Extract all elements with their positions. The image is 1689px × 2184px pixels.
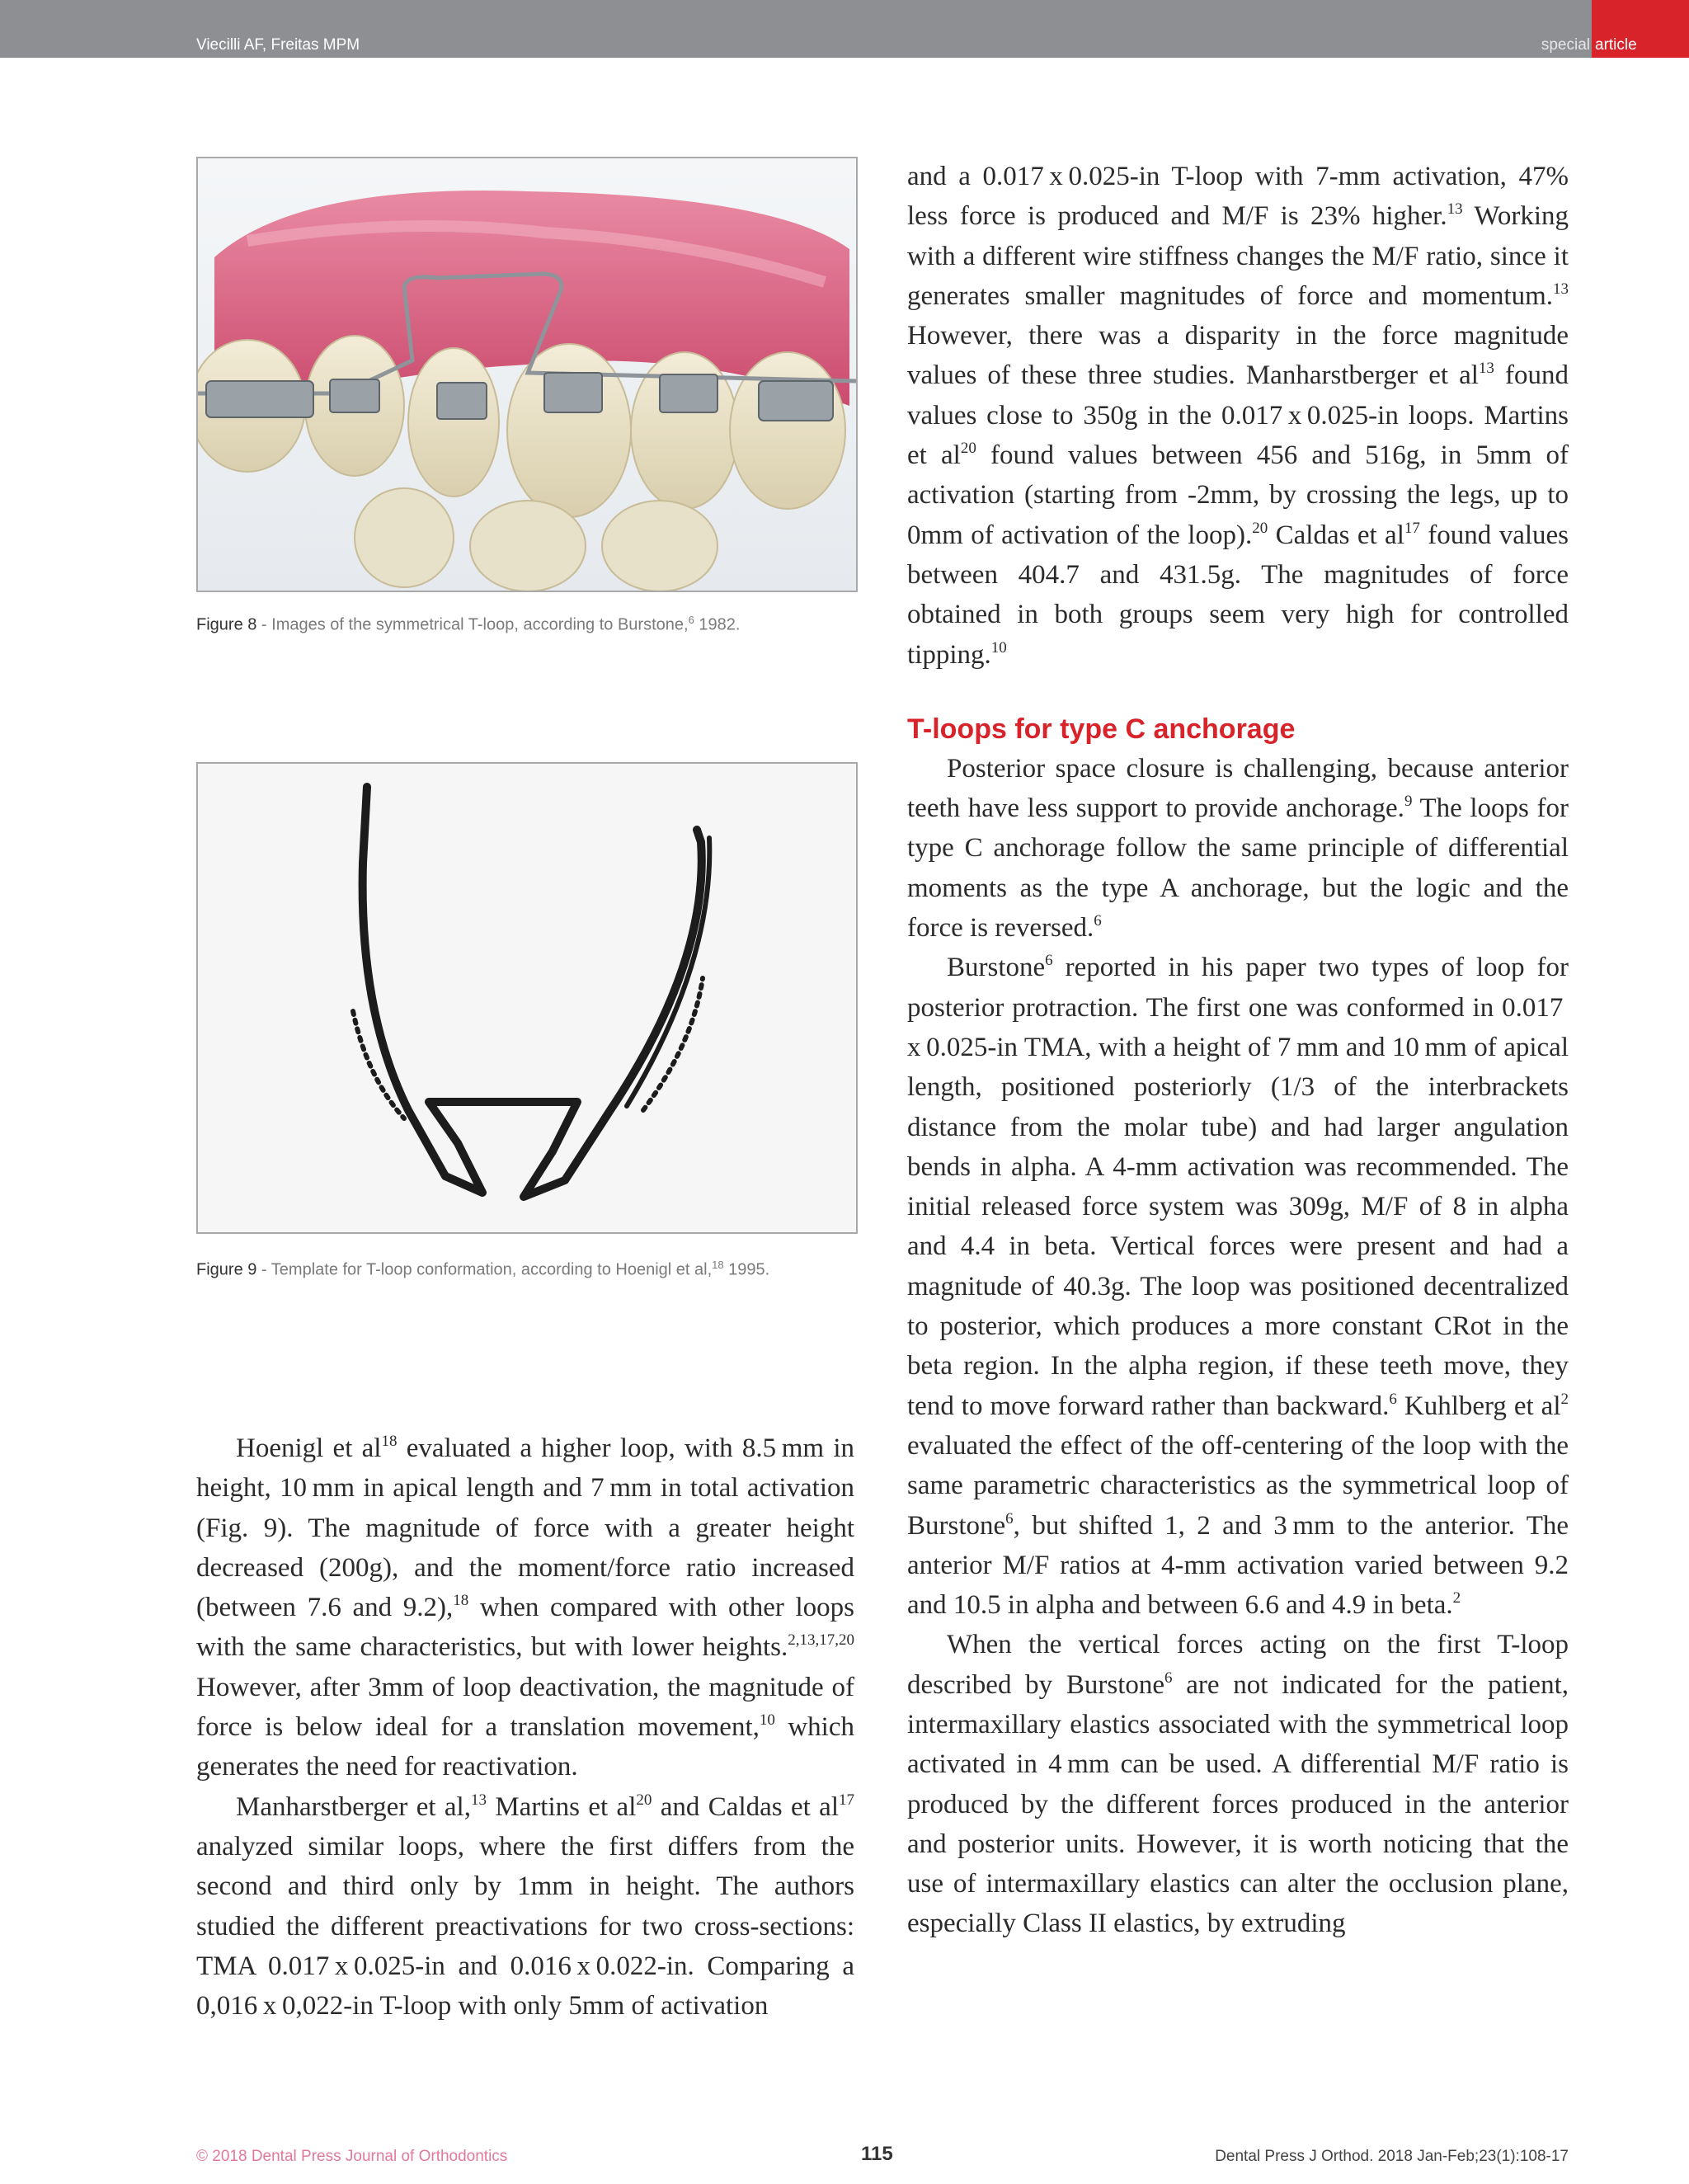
right-column-text: [907, 157, 1569, 1944]
paragraph: When the vertical forces acting on the first T-loop described by Burstone$^6$ are not indicated for the patient, intermaxillary elastics associated with the symmetrical loop activated in 4 mm can be used. A differential M/F ratio is produced by the different forces produced in the anterior and posterior units. However, it is worth noticing that the use of intermaxillary elastics can alter the occlusion plane, especially Class II elastics, by extruding: [907, 1630, 1569, 1939]
footer-copyright: © 2018 Dental Press Journal of Orthodontics: [196, 2148, 508, 2165]
citation-ref: 13: [1553, 280, 1569, 298]
section-tag-special: special: [1541, 36, 1590, 54]
citation-ref: 10: [990, 638, 1007, 657]
figure-9-image: [196, 762, 858, 1234]
citation-ref: 2: [1560, 1390, 1569, 1408]
citation-ref: 18: [453, 1592, 469, 1610]
figure-9-caption: Figure 9 - Template for T-loop conformation, according to Hoenigl et al,$^{18}$ 1995.: [196, 1259, 770, 1279]
figure-8-label: Figure 8: [196, 615, 257, 634]
figure-8-caption: Figure 8 - Images of the symmetrical T-loop, according to Burstone,$^6$ 1982.: [196, 614, 741, 634]
running-header: [0, 0, 1689, 58]
t-loop-template-illustration: [198, 764, 856, 1232]
section-tag-article-box: [1592, 0, 1689, 58]
left-column-text: [196, 1429, 854, 2026]
citation-ref: 20: [636, 1791, 652, 1809]
citation-ref: 9: [1404, 793, 1413, 811]
citation-ref: 13: [1478, 360, 1494, 378]
paragraph: and a 0.017 x 0.025-in T-loop with 7-mm activation, 47% less force is produced and M/F is 23% higher.$^{13}$ Working with a different wire stiffness changes the M/F ratio, since it generates smaller magnitudes of force and momentum.$^{13}$ However, there was a disparity in the force magnitude values of these three studies. Manharstberger et $al^{13}$ found values close to 350g in the 0.017 x 0.025-in loops. Martins et $al^{20}$ found values between 456 and 516g, in 5mm of activation (starting from -2mm, by crossing the legs, up to 0mm of activation of the loop).$^{20}$ Caldas et $al^{17}$ found values between 404.7 and 431.5g. The magnitudes of force obtained in both groups seem very high for controlled tipping.$^{10}$: [907, 162, 1569, 670]
paragraph: Hoenigl et $al^{18}$ evaluated a higher loop, with 8.5 mm in height, 10 mm in apical length and 7 mm in total activation (Fig. 9). The magnitude of force with a greater height decreased (200g), and the moment/force ratio increased (between 7.6 and 9.2),$^{18}$ when compared with other loops with the same characteristics, but with lower heights.$^{2,13,17,20}$ However, after 3mm of loop deactivation, the magnitude of force is below ideal for a translation movement,$^{10}$ which generates the need for reactivation.: [196, 1433, 855, 1782]
section-tag-article: article: [1595, 36, 1637, 54]
citation-ref: 17: [839, 1791, 854, 1809]
citation-ref: 13: [470, 1791, 487, 1809]
header-authors: Viecilli AF, Freitas MPM: [196, 36, 360, 54]
citation-ref: 6: [1094, 912, 1102, 930]
page-number: 115: [861, 2143, 893, 2165]
citation-ref: 20: [960, 440, 976, 458]
t-loop-dental-model-illustration: [198, 158, 856, 591]
citation-ref: 13: [1447, 200, 1463, 219]
citation-ref: 6: [1045, 952, 1053, 970]
citation-ref: 6: [1164, 1669, 1173, 1687]
section-tag: [1516, 0, 1689, 58]
paragraph: Burstone$^6$ reported in his paper two types of loop for posterior protraction. The first one was conformed in 0.017 x 0.025-in TMA, with a height of 7 mm and 10 mm of apical length, positioned posteriorly (1/3 of the interbrackets distance from the molar tube) and had larger angulation bends in alpha. A 4-mm activation was recommended. The initial released force system was 309g, M/F of 8 in alpha and 4.4 in beta. Vertical forces were present and had a magnitude of 40.3g. The loop was positioned decentralized to posterior, which produces a more constant CRot in the beta region. In the alpha region, if these teeth move, they tend to move forward rather than backward.$^6$ Kuhlberg et $al^2$ evaluated the effect of the off-centering of the loop with the same parametric characteristics as the symmetrical loop of Burstone$^6$, but shifted 1, 2 and 3 mm to the anterior. The anterior M/F ratios at 4-mm activation varied between 9.2 and 10.5 in alpha and between 6.6 and 4.9 in beta.$^2$: [907, 952, 1569, 1621]
citation-ref: 10: [759, 1711, 775, 1730]
citation-ref: 2: [1452, 1589, 1461, 1607]
figure-9-label: Figure 9: [196, 1260, 257, 1279]
citation-ref: 18: [381, 1433, 398, 1450]
paragraph: Posterior space closure is challenging, because anterior teeth have less support to provide anchorage.$^9$ The loops for type C anchorage follow the same principle of differential moments as the type A anchorage, but the logic and the force is reversed.$^6$: [907, 753, 1569, 944]
paragraph: Manharstberger et al,$^{13}$ Martins et $al^{20}$ and Caldas et $al^{17}$ analyzed similar loops, where the first differs from the second and third only by 1mm in height. The authors studied the different preactivations for two cross-sections: TMA 0.017 x 0.025-in and 0.016 x 0.022-in. Comparing a 0,016 x 0,022-in T-loop with only 5mm of activation: [196, 1791, 854, 2022]
figure-8-image: [196, 157, 858, 592]
citation-ref: 20: [1252, 519, 1268, 537]
citation-ref: 6: [1005, 1509, 1014, 1527]
citation-ref: 2,13,17,20: [788, 1631, 854, 1650]
citation-ref: 6: [1389, 1390, 1397, 1408]
footer-citation: Dental Press J Orthod. 2018 Jan-Feb;23(1):108-17: [1215, 2148, 1569, 2165]
citation-ref: 17: [1404, 519, 1420, 537]
section-heading: T-loops for type C anchorage: [907, 713, 1296, 745]
